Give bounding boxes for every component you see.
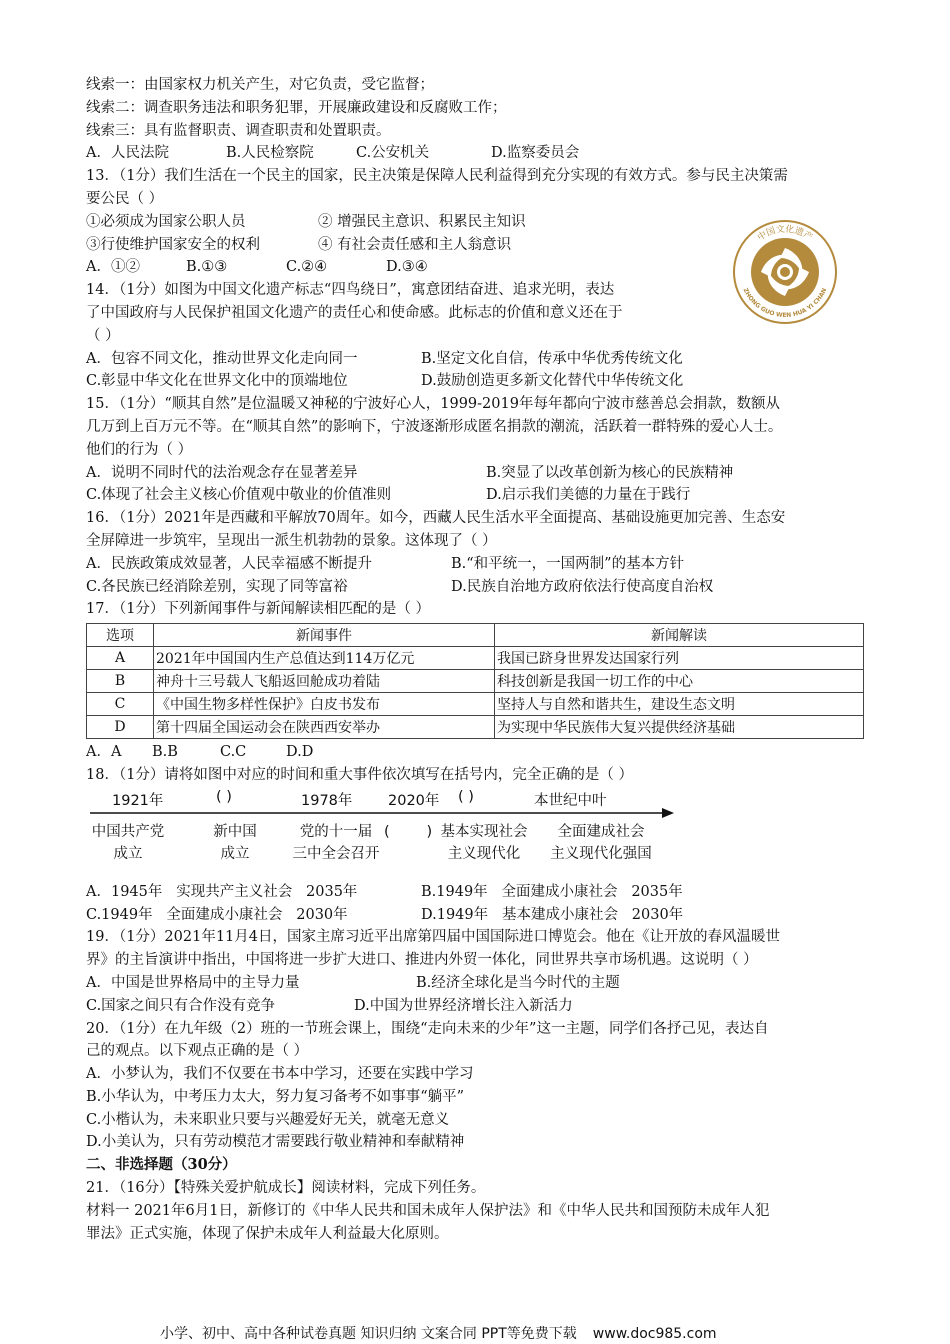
q17-option-b: B.B (152, 744, 178, 761)
q19-option-d: D.中国为世界经济增长注入新活力 (354, 997, 573, 1014)
timeline-year-2020: 2020年 (388, 792, 440, 809)
q15-option-c: C.体现了社会主义核心价值观中敬业的价值准则 (86, 487, 392, 504)
table-row (87, 670, 864, 693)
q20-option-d: D.小美认为，只有劳动模范才需要践行敬业精神和奉献精神 (86, 1134, 465, 1151)
four-birds-sun-icon (718, 218, 852, 326)
q12-clue-2: 线索二：调查职务违法和职务犯罪，开展廉政建设和反腐败工作； (86, 99, 507, 116)
row-event: 《中国生物多样性保护》白皮书发布 (154, 693, 495, 716)
q18-option-d: D.1949年 基本建成小康社会 2030年 (421, 906, 684, 923)
q14-option-a: A．包容不同文化，推动世界文化走向同一 (86, 350, 358, 367)
q15-option-a: A．说明不同时代的法治观念存在显著差异 (86, 464, 358, 481)
q14-option-d: D.鼓励创造更多新文化替代中华传统文化 (421, 373, 684, 390)
q18-options-row-1 (86, 881, 876, 904)
row-reading: 为实现中华民族伟大复兴提供经济基础 (495, 716, 864, 739)
q14-options-row-2 (86, 370, 876, 393)
q20-stem-1: 20．（1分）在九年级（2）班的一节班会课上，围绕“走向未来的少年”这一主题，同学们各抒己见，表达自 (86, 1020, 769, 1037)
q14-stem-1: 14．（1分）如图为中国文化遗产标志“四鸟绕日”，寓意团结奋进、追求光明，表达 (86, 282, 615, 299)
timeline-mid-century: 本世纪中叶 (534, 792, 607, 809)
q18-option-a: A．1945年 实现共产主义社会 2035年 (86, 883, 358, 900)
timeline-event-modernization: 基本实现社会 主义现代化 (440, 823, 528, 862)
footer-text: 小学、初中、高中各种试卷真题 知识归纳 文案合同 PPT等免费下载 (160, 1326, 577, 1342)
q21-material-1-line-2: 罪法》正式实施，体现了保护未成年人利益最大化原则。 (86, 1225, 449, 1242)
q13-option-c: C.②④ (286, 259, 328, 276)
timeline-blank-1: ( ) (216, 788, 232, 805)
q13-stem-1: 13．（1分）我们生活在一个民主的国家，民主决策是保障人民利益得到充分实现的有效方式。参与民主决策需 (86, 168, 788, 185)
q19-options-row-1 (86, 972, 876, 995)
row-event: 2021年中国国内生产总值达到114万亿元 (154, 647, 495, 670)
news-table-header (87, 624, 864, 647)
q12-clue-3: 线索三：具有监督职责、调查职责和处置职责。 (86, 122, 391, 139)
q17-option-a: A．A (86, 744, 122, 761)
footer-site-link[interactable]: www.doc985.com (592, 1326, 717, 1342)
q15-options-row-2 (86, 484, 876, 507)
q16-options-row-2 (86, 576, 876, 599)
q12-option-d: D.监察委员会 (491, 145, 580, 162)
q15-stem-2: 几万到上百万元不等。在“顺其自然”的影响下，宁波逐渐形成匿名捐款的潮流，活跃着一群特殊的爱心人士。 (86, 418, 783, 435)
timeline-year-1978: 1978年 (301, 792, 353, 809)
q14-stem-3: （ ） (86, 327, 120, 344)
q19-stem-1: 19．（1分）2021年11月4日，国家主席习近平出席第四届中国国际进口博览会。他在《让开放的春风温暖世 (86, 929, 780, 946)
q15-option-b: B.突显了以改革创新为核心的民族精神 (486, 464, 734, 481)
q13-item-1: ①必须成为国家公职人员 (86, 213, 246, 230)
q21-stem: 21．（16分）【特殊关爱护航成长】阅读材料，完成下列任务。 (86, 1180, 486, 1197)
q14-options-row-1 (86, 348, 876, 371)
q20-option-a: A．小梦认为，我们不仅要在书本中学习，还要在实践中学习 (86, 1066, 474, 1083)
q12-option-a: A．人民法院 (86, 145, 169, 162)
q12-clue-1: 线索一：由国家权力机关产生，对它负责，受它监督； (86, 77, 434, 93)
q19-option-b: B.经济全球化是当今时代的主题 (416, 974, 620, 991)
cultural-heritage-logo (718, 218, 852, 326)
timeline-event-prc-founded: 新中国 成立 (213, 823, 257, 862)
q15-options-row-1 (86, 462, 876, 485)
q17-option-d: D.D (286, 744, 314, 761)
row-event: 神舟十三号载人飞船返回舱成功着陆 (154, 670, 495, 693)
history-timeline (86, 789, 686, 881)
q17-stem: 17．（1分）下列新闻事件与新闻解读相匹配的是（ ） (86, 601, 431, 618)
row-reading: 坚持人与自然和谐共生，建设生态文明 (495, 693, 864, 716)
row-option: A (87, 647, 154, 670)
q16-option-d: D.民族自治地方政府依法行使高度自治权 (451, 578, 714, 595)
q14-stem-2: 了中国政府与人民保护祖国文化遗产的责任心和使命感。此标志的价值和意义还在于 (86, 304, 623, 321)
row-reading: 科技创新是我国一切工作的中心 (495, 670, 864, 693)
q20-stem-2: 己的观点。以下观点正确的是（ ） (86, 1043, 309, 1060)
q12-option-c: C.公安机关 (356, 145, 430, 162)
q14-option-b: B.坚定文化自信，传承中华优秀传统文化 (421, 350, 683, 367)
q16-stem-1: 16．（1分）2021年是西藏和平解放70周年。如今，西藏人民生活水平全面提高、基础设施更加完善、生态安 (86, 510, 786, 527)
row-reading: 我国已跻身世界发达国家行列 (495, 647, 864, 670)
q16-option-b: B.“和平统一，一国两制”的基本方针 (451, 555, 685, 572)
q18-options-row-2 (86, 904, 876, 927)
q19-option-c: C.国家之间只有合作没有竞争 (86, 997, 276, 1014)
row-event: 第十四届全国运动会在陕西西安举办 (154, 716, 495, 739)
row-option: C (87, 693, 154, 716)
news-table (86, 623, 864, 739)
q13-item-2: ② 增强民主意识、积累民主知识 (318, 213, 526, 230)
timeline-year-1921: 1921年 (112, 792, 164, 809)
q13-option-b: B.①③ (186, 259, 228, 276)
q12-option-b: B.人民检察院 (226, 145, 314, 162)
q13-item-4: ④ 有社会责任感和主人翁意识 (318, 236, 512, 253)
section-heading: 二、非选择题（30分） (86, 1156, 237, 1174)
q15-stem-3: 他们的行为（ ） (86, 441, 193, 458)
q19-option-a: A．中国是世界格局中的主导力量 (86, 974, 300, 991)
q13-option-a: A．①② (86, 259, 140, 276)
q20-option-c: C.小楷认为，未来职业只要与兴趣爱好无关，就毫无意义 (86, 1111, 450, 1128)
q13-option-d: D.③④ (386, 259, 428, 276)
header-event: 新闻事件 (154, 624, 495, 647)
q14-option-c: C.彰显中华文化在世界文化中的顶端地位 (86, 373, 348, 390)
header-option: 选项 (87, 624, 154, 647)
table-row (87, 693, 864, 716)
q15-stem-1: 15．（1分）“顺其自然”是位温暖又神秘的宁波好心人，1999-2019年每年都向宁波市慈善总会捐款，数额从 (86, 396, 780, 413)
timeline-event-cpc-founded: 中国共产党 成立 (91, 823, 165, 862)
q18-option-c: C.1949年 全面建成小康社会 2030年 (86, 906, 348, 923)
timeline-event-strong-country: 全面建成社会 主义现代化强国 (550, 823, 652, 862)
q13-item-3: ③行使维护国家安全的权利 (86, 236, 260, 253)
svg-text:ZHONG GUO WEN HUA YI CHAN: ZHONG GUO WEN HUA YI CHAN (741, 287, 829, 320)
q18-option-b: B.1949年 全面建成小康社会 2035年 (421, 883, 683, 900)
q19-options-row-2 (86, 995, 876, 1018)
header-reading: 新闻解读 (495, 624, 864, 647)
timeline-event-third-plenum: 党的十一届 三中全会召开 (292, 823, 380, 862)
q16-option-a: A．民族政策成效显著，人民幸福感不断提升 (86, 555, 372, 572)
q13-stem-2: 要公民（ ） (86, 190, 164, 207)
timeline-arrow (86, 807, 676, 819)
q19-stem-2: 界》的主旨演讲中指出，中国将进一步扩大进口、推进内外贸一体化，同世界共享市场机遇。这说明（ ） (86, 952, 758, 969)
page-footer (160, 1323, 717, 1343)
q12-options (86, 142, 876, 165)
row-option: B (87, 670, 154, 693)
q17-option-c: C.C (220, 744, 247, 761)
timeline-event-blank: ( ) (384, 823, 433, 840)
q16-option-c: C.各民族已经消除差别，实现了同等富裕 (86, 578, 348, 595)
q15-option-d: D.启示我们美德的力量在于践行 (486, 487, 691, 504)
table-row (87, 716, 864, 739)
table-row (87, 647, 864, 670)
q21-material-1-line-1: 材料一 2021年6月1日，新修订的《中华人民共和国未成年人保护法》和《中华人民共和国预防未成年人犯 (86, 1202, 770, 1219)
q16-stem-2: 全屏障进一步筑牢，呈现出一派生机勃勃的景象。这体现了（ ） (86, 532, 497, 549)
q17-options (86, 741, 876, 764)
timeline-blank-2: ( ) (458, 788, 474, 805)
q18-stem: 18．（1分）请将如图中对应的时间和重大事件依次填写在括号内，完全正确的是（ ） (86, 766, 634, 783)
q20-option-b: B.小华认为，中考压力太大，努力复习备考不如事事“躺平” (86, 1088, 465, 1105)
svg-text:中国文化遗产: 中国文化遗产 (756, 224, 814, 244)
q16-options-row-1 (86, 553, 876, 576)
row-option: D (87, 716, 154, 739)
